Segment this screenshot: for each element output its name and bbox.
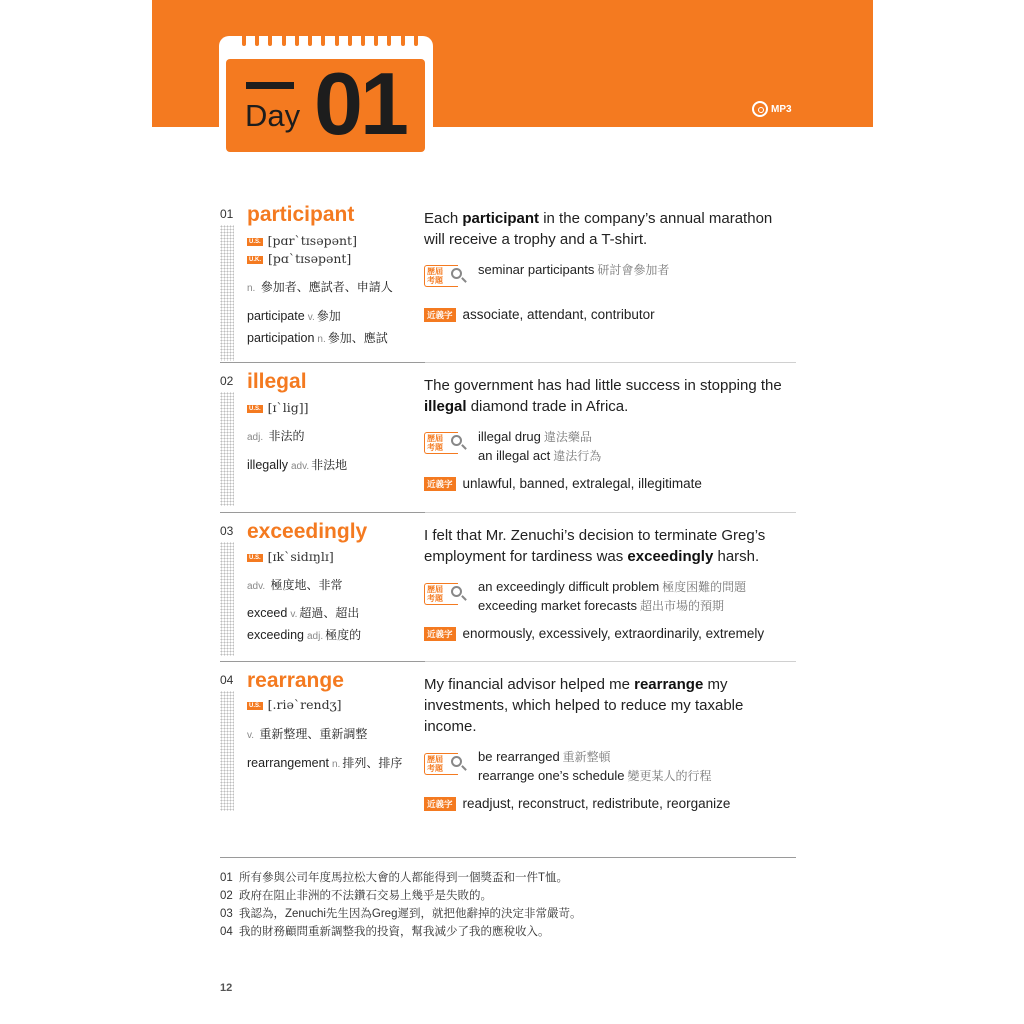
us-tag: U.S. [249,238,261,245]
synonym-badge: 近義字 [424,477,456,491]
separator [425,512,796,513]
derivative: exceeding adj. 極度的 [247,628,362,642]
entry-number: 01 [220,207,234,221]
magnifier-icon [451,268,462,279]
exam-phrase: illegal drug 違法藥品 [478,429,592,444]
magnifier-icon [451,756,462,767]
exam-label: 歷屆 考題 [424,432,472,456]
day-label: Day [245,98,301,133]
pronunciation-us: U.S. [ɪk`sidɪŋlɪ] [249,549,334,564]
definition: adj. 非法的 [247,429,305,443]
dotted-margin [220,392,234,506]
exam-phrase: seminar participants 研討會參加者 [478,262,670,277]
exam-label: 歷屆 考題 [424,583,472,607]
translation-line: 02 政府在阻止非洲的不法鑽石交易上幾乎是失敗的。 [220,890,492,902]
entry-word: participant [247,203,355,226]
magnifier-icon [451,435,462,446]
exam-phrase: be rearranged 重新整頓 [478,749,611,764]
separator [220,661,425,662]
synonyms: 近義字 unlawful, banned, extralegal, illegitimate [424,476,702,491]
day-bar [246,82,294,89]
pronunciation-uk: U.K. [pɑ`tɪsəpənt] [249,251,352,266]
derivative: exceed v. 超過、超出 [247,606,360,620]
separator [220,512,425,513]
calendar-rings [242,30,418,48]
derivative: participation n. 參加、應試 [247,331,388,345]
definition: n. 參加者、應試者、申請人 [247,280,393,294]
mp3-label: MP3 [771,103,792,115]
us-tag: U.S. [249,554,261,561]
page-number: 12 [220,982,233,994]
day-number: 01 [314,54,406,153]
entry-number: 03 [220,524,234,538]
entry-word: illegal [247,370,307,393]
exam-label: 歷屆 考題 [424,753,472,777]
pronunciation-us: U.S. [ɪ`lig]] [249,400,309,415]
vocab-entry [220,370,796,510]
entry-number: 02 [220,374,234,388]
example-sentence: I felt that Mr. Zenuchi’s decision to terminate Greg’s employment for tardiness was exceedingly harsh. [424,527,766,565]
entry-word: rearrange [247,669,344,692]
translation-line: 01 所有參與公司年度馬拉松大會的人都能得到一個獎盃和一件T恤。 [220,872,569,884]
derivative: illegally adv. 非法地 [247,458,348,472]
dotted-margin [220,691,234,811]
exam-phrase: an exceedingly difficult problem 極度困難的問題 [478,579,747,594]
translation-line: 03 我認為，Zenuchi先生因為Greg遲到，就把他辭掉的決定非常嚴苛。 [220,908,582,920]
example-sentence: The government has had little success in stopping the illegal diamond trade in Africa. [424,377,782,415]
example-sentence: My financial advisor helped me rearrange my investments, which helped to reduce my taxable income. [424,676,744,735]
separator [425,661,796,662]
separator [220,362,425,363]
pronunciation-us: U.S. [pɑr`tɪsəpənt] [249,233,357,248]
separator [425,362,796,363]
entry-number: 04 [220,673,234,687]
translation-rule [220,857,796,858]
exam-phrase: exceeding market forecasts 超出市場的預期 [478,598,724,613]
magnifier-icon [451,586,462,597]
synonym-badge: 近義字 [424,797,456,811]
dotted-margin [220,542,234,656]
translation-line: 04 我的財務顧問重新調整我的投資，幫我減少了我的應稅收入。 [220,926,550,938]
uk-tag: U.K. [249,256,261,263]
exam-phrase: rearrange one’s schedule 變更某人的行程 [478,768,712,783]
us-tag: U.S. [249,702,261,709]
vocab-entry [220,669,796,819]
pronunciation-us: U.S. [.riə`rendʒ] [249,697,342,712]
exam-label: 歷屆 考題 [424,265,472,289]
derivative: rearrangement n. 排列、排序 [247,756,403,770]
synonyms: 近義字 associate, attendant, contributor [424,307,655,322]
entry-word: exceedingly [247,520,368,543]
derivative: participate v. 參加 [247,309,341,323]
mp3-button[interactable] [752,101,792,117]
synonym-badge: 近義字 [424,627,456,641]
vocab-entry [220,203,796,363]
vocab-entry [220,520,796,660]
us-tag: U.S. [249,405,261,412]
example-sentence: Each participant in the company’s annual marathon will receive a trophy and a T-shirt. [424,210,773,248]
dotted-margin [220,225,234,361]
exam-phrase: an illegal act 違法行為 [478,448,602,463]
definition: v. 重新整理、重新調整 [247,727,368,741]
synonyms: 近義字 readjust, reconstruct, redistribute, reorganize [424,796,730,811]
definition: adv. 極度地、非常 [247,578,343,592]
synonyms: 近義字 enormously, excessively, extraordinarily, extremely [424,626,764,641]
disc-icon [752,101,768,117]
synonym-badge: 近義字 [424,308,456,322]
